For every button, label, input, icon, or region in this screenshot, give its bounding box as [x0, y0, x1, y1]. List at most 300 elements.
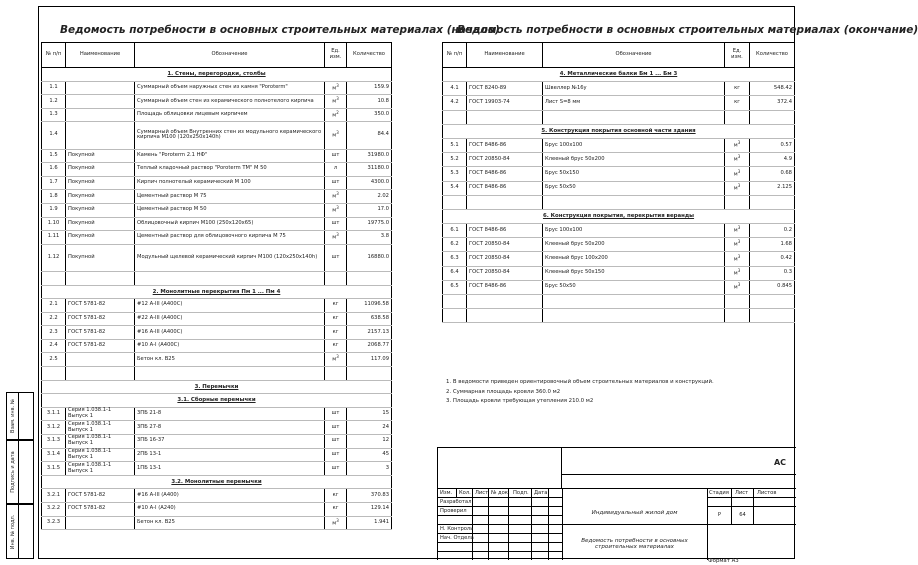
- row-unit: $м^2$: [325, 108, 347, 122]
- col-header-quantity: Количество: [347, 43, 392, 68]
- row-number: 3.1.4: [42, 448, 66, 462]
- row-name: ГОСТ 19903-74: [467, 96, 543, 110]
- left-materials-table: [41, 42, 392, 530]
- note-2: 2. Суммарная площадь кровли 360.0 м2: [446, 388, 561, 395]
- row-name: Серия 1.038.1-1 Выпуск 1: [66, 421, 135, 435]
- section-title: 1. Стены, перегородки, столбы: [42, 68, 392, 82]
- tb-role-norm-control: Н. Контроль: [440, 526, 474, 532]
- row-unit: л: [325, 163, 347, 177]
- table-row: [42, 339, 392, 353]
- row-name: ГОСТ 8486-86: [467, 138, 543, 152]
- row-name: ГОСТ 5781-82: [66, 326, 135, 340]
- row-name: ГОСТ 5781-82: [66, 339, 135, 353]
- row-number: 1.9: [42, 203, 66, 217]
- row-number: 3.1.5: [42, 462, 66, 476]
- row-quantity: 16880.0: [347, 244, 392, 271]
- empty-cell: [725, 110, 750, 124]
- row-quantity: 31180.0: [347, 163, 392, 177]
- row-designation: Камень "Poroterm 2.1 НФ": [135, 149, 325, 163]
- row-quantity: 638.58: [347, 312, 392, 326]
- row-designation: 2ПБ 13-1: [135, 448, 325, 462]
- row-unit: кг: [325, 339, 347, 353]
- row-unit: $м^3$: [325, 231, 347, 245]
- row-designation: Цементный раствор М 75: [135, 190, 325, 204]
- row-designation: 3ПБ 27-8: [135, 421, 325, 435]
- empty-cell: [467, 295, 543, 309]
- row-quantity: 117.09: [347, 353, 392, 367]
- row-name: ГОСТ 8486-86: [467, 224, 543, 238]
- row-number: 1.7: [42, 176, 66, 190]
- table-row: [42, 489, 392, 503]
- section-title: 4. Металлические балки Бм 1 ... Бм 3: [443, 68, 795, 82]
- document-code: АС: [773, 458, 786, 467]
- empty-cell: [443, 309, 467, 323]
- sheet-label: Лист: [735, 490, 749, 496]
- table-row: [42, 503, 392, 517]
- row-quantity: 19775.0: [347, 217, 392, 231]
- table-row: [42, 231, 392, 245]
- row-number: 6.2: [443, 238, 467, 252]
- row-number: 1.11: [42, 231, 66, 245]
- col-header-unit: Ед. изм.: [325, 43, 347, 68]
- sheets-label: Листов: [757, 490, 777, 496]
- blank-row: [42, 271, 392, 285]
- col-header-number: № п/п: [443, 43, 467, 68]
- row-number: 1.1: [42, 81, 66, 95]
- table-row: [443, 181, 795, 195]
- row-name: [66, 353, 135, 367]
- side-stamp-label: Подпись и дата: [9, 451, 16, 493]
- row-quantity: 0.3: [750, 266, 795, 280]
- row-name: ГОСТ 5781-82: [66, 299, 135, 313]
- empty-cell: [467, 309, 543, 323]
- empty-cell: [750, 110, 795, 124]
- row-designation: Цементный раствор для облицовочного кирпича М 75: [135, 231, 325, 245]
- row-name: ГОСТ 5781-82: [66, 503, 135, 517]
- table-row: [443, 266, 795, 280]
- table-row: [42, 448, 392, 462]
- table-row: [443, 167, 795, 181]
- row-unit: $м^3$: [725, 238, 750, 252]
- row-name: ГОСТ 5781-82: [66, 489, 135, 503]
- row-number: 3.1.3: [42, 435, 66, 449]
- empty-cell: [135, 271, 325, 285]
- sheet-value: 64: [739, 512, 746, 518]
- row-number: 2.1: [42, 299, 66, 313]
- row-number: 1.12: [42, 244, 66, 271]
- row-unit: шт: [325, 435, 347, 449]
- row-quantity: 159.9: [347, 81, 392, 95]
- row-quantity: 2.125: [750, 181, 795, 195]
- table-row: [42, 108, 392, 122]
- blank-row: [443, 110, 795, 124]
- section-row: [42, 68, 392, 82]
- empty-cell: [443, 195, 467, 209]
- tb-col-sign: Подп.: [513, 490, 529, 496]
- table-row: [42, 407, 392, 421]
- row-name: ГОСТ 8486-86: [467, 280, 543, 294]
- table-row: [42, 312, 392, 326]
- row-number: 6.3: [443, 252, 467, 266]
- row-unit: $м^3$: [325, 81, 347, 95]
- row-designation: Клееный брус 50х150: [543, 266, 725, 280]
- row-quantity: 0.2: [750, 224, 795, 238]
- table-row: [42, 149, 392, 163]
- row-number: 5.4: [443, 181, 467, 195]
- col-header-name: Наименование: [66, 43, 135, 68]
- row-number: 5.1: [443, 138, 467, 152]
- tb-role-head: Нач. Отдела: [440, 535, 474, 541]
- row-quantity: 129.14: [347, 503, 392, 517]
- row-unit: шт: [325, 462, 347, 476]
- empty-cell: [543, 195, 725, 209]
- section-title: 3.2. Монолитные перемычки: [42, 475, 392, 489]
- tb-col-count: Кол.: [459, 490, 471, 496]
- empty-cell: [543, 309, 725, 323]
- row-unit: кг: [325, 299, 347, 313]
- row-designation: Клееный брус 100х200: [543, 252, 725, 266]
- col-header-quantity: Количество: [750, 43, 795, 68]
- table-row: [42, 203, 392, 217]
- table-row: [42, 190, 392, 204]
- row-designation: Цементный раствор М 50: [135, 203, 325, 217]
- row-name: ГОСТ 8240-89: [467, 82, 543, 96]
- row-designation: Клееный брус 50х200: [543, 238, 725, 252]
- row-quantity: 0.68: [750, 167, 795, 181]
- row-designation: #22 А-III (А400С): [135, 312, 325, 326]
- row-number: 3.2.3: [42, 516, 66, 530]
- row-name: Покупной: [66, 163, 135, 177]
- tb-col-change: Изм.: [440, 490, 453, 496]
- row-quantity: 2068.77: [347, 339, 392, 353]
- row-designation: Модульный щелевой керамический кирпич М100 (120х250х140h): [135, 244, 325, 271]
- row-designation: Клееный брус 50х200: [543, 153, 725, 167]
- blank-row: [443, 295, 795, 309]
- empty-cell: [725, 309, 750, 323]
- row-name: ГОСТ 20850-84: [467, 266, 543, 280]
- tb-col-date: Дата: [534, 490, 548, 496]
- table-row: [443, 82, 795, 96]
- table-row: [42, 462, 392, 476]
- row-number: 6.4: [443, 266, 467, 280]
- table-row: [42, 163, 392, 177]
- row-number: 4.1: [443, 82, 467, 96]
- section-row: [443, 68, 795, 82]
- row-number: 1.3: [42, 108, 66, 122]
- row-name: [66, 516, 135, 530]
- stage-value: Р: [717, 512, 722, 518]
- row-number: 1.2: [42, 95, 66, 109]
- table-row: [42, 326, 392, 340]
- row-quantity: 2157.13: [347, 326, 392, 340]
- table-row: [42, 435, 392, 449]
- row-quantity: 0.845: [750, 280, 795, 294]
- empty-cell: [42, 271, 66, 285]
- blank-row: [42, 367, 392, 381]
- row-number: 6.5: [443, 280, 467, 294]
- row-designation: 1ПБ 13-1: [135, 462, 325, 476]
- row-number: 2.3: [42, 326, 66, 340]
- section-row: [443, 124, 795, 138]
- col-header-name: Наименование: [467, 43, 543, 68]
- row-quantity: 12: [347, 435, 392, 449]
- row-unit: шт: [325, 149, 347, 163]
- section-title: 2. Монолитные перекрытия Пм 1 ... Пм 4: [42, 285, 392, 299]
- row-quantity: 0.42: [750, 252, 795, 266]
- row-designation: Кирпич полнотелый керамический М 100: [135, 176, 325, 190]
- row-designation: Бетон кл. В25: [135, 516, 325, 530]
- table-row: [42, 421, 392, 435]
- row-quantity: 4.9: [750, 153, 795, 167]
- section-title: 6. Конструкция покрытия, перекрытия веранды: [443, 209, 795, 223]
- row-name: [66, 122, 135, 149]
- row-unit: шт: [325, 407, 347, 421]
- col-header-unit: Ед. изм.: [725, 43, 750, 68]
- project-name: Индивидуальный жилой дом: [591, 510, 678, 516]
- table-row: [42, 244, 392, 271]
- table-row: [443, 238, 795, 252]
- row-quantity: 370.83: [347, 489, 392, 503]
- section-title: 5. Конструкция покрытия основной части здания: [443, 124, 795, 138]
- row-designation: Облицовочный кирпич М100 (250х120х65): [135, 217, 325, 231]
- row-designation: Брус 100х100: [543, 138, 725, 152]
- section-row: [42, 285, 392, 299]
- row-number: 1.10: [42, 217, 66, 231]
- side-stamp-replace: [6, 392, 34, 440]
- empty-cell: [66, 271, 135, 285]
- row-quantity: 2.02: [347, 190, 392, 204]
- right-materials-table: [442, 42, 795, 323]
- empty-cell: [725, 195, 750, 209]
- stage-label: Стадия: [709, 490, 729, 496]
- row-designation: Брус 50х50: [543, 280, 725, 294]
- row-number: 1.5: [42, 149, 66, 163]
- row-unit: шт: [325, 217, 347, 231]
- row-quantity: 372.4: [750, 96, 795, 110]
- row-name: Покупной: [66, 149, 135, 163]
- empty-cell: [443, 110, 467, 124]
- row-designation: Брус 50х50: [543, 181, 725, 195]
- row-name: Покупной: [66, 231, 135, 245]
- row-quantity: 17.0: [347, 203, 392, 217]
- col-header-number: № п/п: [42, 43, 66, 68]
- row-number: 3.2.2: [42, 503, 66, 517]
- row-designation: #10 А-I (А240): [135, 503, 325, 517]
- row-unit: шт: [325, 176, 347, 190]
- tb-role-developer: Разработал: [440, 499, 472, 505]
- section-row: [42, 394, 392, 408]
- row-name: ГОСТ 5781-82: [66, 312, 135, 326]
- row-name: [66, 108, 135, 122]
- row-quantity: 350.0: [347, 108, 392, 122]
- row-quantity: 45: [347, 448, 392, 462]
- note-1: 1. В ведомости приведен ориентировочный объем строительных материалов и конструкций.: [446, 379, 714, 385]
- row-name: Покупной: [66, 203, 135, 217]
- row-unit: $м^3$: [325, 95, 347, 109]
- row-unit: шт: [325, 448, 347, 462]
- row-name: ГОСТ 20850-84: [467, 252, 543, 266]
- empty-cell: [750, 195, 795, 209]
- row-number: 5.2: [443, 153, 467, 167]
- section-row: [42, 475, 392, 489]
- empty-cell: [325, 367, 347, 381]
- note-3: 3. Площадь кровли требующая утепления 210.0 м2: [446, 398, 594, 404]
- empty-cell: [467, 195, 543, 209]
- table-row: [42, 299, 392, 313]
- row-unit: $м^3$: [725, 280, 750, 294]
- side-stamp-inventory: [6, 504, 34, 559]
- row-quantity: 10.8: [347, 95, 392, 109]
- col-header-designation: Обозначение: [135, 43, 325, 68]
- empty-cell: [66, 367, 135, 381]
- row-quantity: 3: [347, 462, 392, 476]
- row-unit: шт: [325, 421, 347, 435]
- title-block: [437, 447, 796, 560]
- side-stamp-label: Инв. № подл.: [9, 514, 16, 549]
- notes: [446, 378, 714, 407]
- row-name: [66, 95, 135, 109]
- empty-cell: [443, 295, 467, 309]
- row-unit: $м^3$: [325, 516, 347, 530]
- row-designation: Суммарный объем стен из керамического полнотелого кирпича: [135, 95, 325, 109]
- row-unit: $м^3$: [325, 203, 347, 217]
- row-unit: шт: [325, 244, 347, 271]
- row-name: Покупной: [66, 176, 135, 190]
- right-sheet-title: Ведомость потребности в основных строительных материалах (окончание): [457, 24, 918, 36]
- row-quantity: 4300.0: [347, 176, 392, 190]
- table-row: [443, 153, 795, 167]
- empty-cell: [725, 295, 750, 309]
- row-designation: Брус 100х100: [543, 224, 725, 238]
- row-quantity: 11096.58: [347, 299, 392, 313]
- row-number: 2.2: [42, 312, 66, 326]
- row-designation: Суммарный объем Внутренних стен из модульного керамического кирпича М100 (120х250х140h): [135, 122, 325, 149]
- table-row: [443, 252, 795, 266]
- empty-cell: [467, 110, 543, 124]
- table-row: [42, 353, 392, 367]
- row-quantity: 3.8: [347, 231, 392, 245]
- side-stamp-signature: [6, 440, 34, 504]
- row-quantity: 0.57: [750, 138, 795, 152]
- row-name: Покупной: [66, 217, 135, 231]
- format-label: Формат А3: [708, 558, 739, 564]
- row-designation: 3ПБ 16-37: [135, 435, 325, 449]
- table-row: [443, 96, 795, 110]
- row-designation: #16 А-III (А400С): [135, 326, 325, 340]
- row-designation: Теплый кладочный раствор "Poroterm ТМ" М 50: [135, 163, 325, 177]
- row-designation: #12 А-III (А400С): [135, 299, 325, 313]
- row-designation: Площадь облицовки лицевым кирпичем: [135, 108, 325, 122]
- row-designation: #10 А-I (А400С): [135, 339, 325, 353]
- row-number: 3.1.2: [42, 421, 66, 435]
- row-unit: $м^3$: [725, 266, 750, 280]
- row-quantity: 548.42: [750, 82, 795, 96]
- blank-row: [443, 195, 795, 209]
- row-name: ГОСТ 20850-84: [467, 153, 543, 167]
- tb-role-checker: Проверил: [440, 508, 467, 514]
- row-name: [66, 81, 135, 95]
- empty-cell: [750, 295, 795, 309]
- table-row: [443, 138, 795, 152]
- row-unit: кг: [725, 96, 750, 110]
- row-name: Покупной: [66, 244, 135, 271]
- row-name: Серия 1.038.1-1 Выпуск 1: [66, 407, 135, 421]
- row-unit: $м^3$: [725, 224, 750, 238]
- row-unit: $м^3$: [725, 167, 750, 181]
- row-designation: Лист S=8 мм: [543, 96, 725, 110]
- empty-cell: [543, 295, 725, 309]
- row-unit: $м^3$: [325, 190, 347, 204]
- empty-cell: [750, 309, 795, 323]
- col-header-designation: Обозначение: [543, 43, 725, 68]
- row-quantity: 84.4: [347, 122, 392, 149]
- row-quantity: 1.68: [750, 238, 795, 252]
- section-title: 3.1. Сборные перемычки: [42, 394, 392, 408]
- row-quantity: 15: [347, 407, 392, 421]
- row-name: Серия 1.038.1-1 Выпуск 1: [66, 448, 135, 462]
- row-number: 5.3: [443, 167, 467, 181]
- row-unit: $м^3$: [725, 252, 750, 266]
- row-unit: кг: [325, 312, 347, 326]
- row-unit: $м^3$: [725, 181, 750, 195]
- empty-cell: [347, 271, 392, 285]
- row-unit: $м^3$: [325, 353, 347, 367]
- empty-cell: [135, 367, 325, 381]
- row-number: 2.4: [42, 339, 66, 353]
- row-designation: Суммарный объем наружных стен из камня "Poroterm": [135, 81, 325, 95]
- row-name: Серия 1.038.1-1 Выпуск 1: [66, 462, 135, 476]
- row-number: 1.6: [42, 163, 66, 177]
- empty-cell: [347, 367, 392, 381]
- section-title: 3. Перемычки: [42, 380, 392, 394]
- row-unit: кг: [725, 82, 750, 96]
- tb-col-doc: № док.: [491, 490, 510, 496]
- table-row: [42, 516, 392, 530]
- row-unit: кг: [325, 489, 347, 503]
- row-number: 3.1.1: [42, 407, 66, 421]
- row-quantity: 1.941: [347, 516, 392, 530]
- table-row: [443, 224, 795, 238]
- row-unit: $м^3$: [325, 122, 347, 149]
- side-stamp-label: Взам. инв. №: [9, 399, 16, 433]
- row-quantity: 31980.0: [347, 149, 392, 163]
- section-row: [42, 380, 392, 394]
- row-name: ГОСТ 20850-84: [467, 238, 543, 252]
- row-quantity: 24: [347, 421, 392, 435]
- table-row: [443, 280, 795, 294]
- row-designation: Бетон кл. В25: [135, 353, 325, 367]
- empty-cell: [325, 271, 347, 285]
- sheet-title: Ведомость потребности в основных строительных материалах: [581, 538, 688, 550]
- row-unit: $м^3$: [725, 138, 750, 152]
- row-number: 1.8: [42, 190, 66, 204]
- row-designation: #16 А-III (А400): [135, 489, 325, 503]
- row-number: 2.5: [42, 353, 66, 367]
- row-designation: Брус 50х150: [543, 167, 725, 181]
- table-row: [42, 217, 392, 231]
- row-name: Покупной: [66, 190, 135, 204]
- table-row: [42, 81, 392, 95]
- blank-row: [443, 309, 795, 323]
- row-designation: Швеллер №16у: [543, 82, 725, 96]
- table-row: [42, 176, 392, 190]
- row-name: ГОСТ 8486-86: [467, 181, 543, 195]
- row-number: 6.1: [443, 224, 467, 238]
- table-row: [42, 122, 392, 149]
- row-name: ГОСТ 8486-86: [467, 167, 543, 181]
- section-row: [443, 209, 795, 223]
- table-row: [42, 95, 392, 109]
